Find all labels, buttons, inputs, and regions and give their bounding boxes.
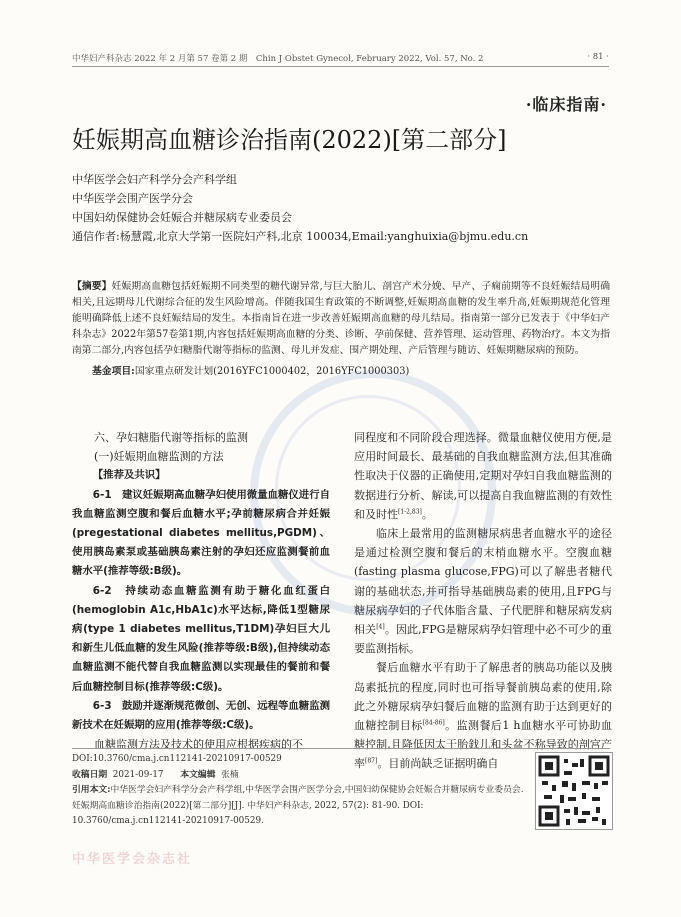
recommendation-heading: 【推荐及共识】 <box>92 469 166 482</box>
citation-ref: [84-86] <box>422 719 445 727</box>
subsection-heading: (一)妊娠期血糖监测的方法 <box>94 450 224 464</box>
fund-line <box>92 363 612 377</box>
citation-ref: [4] <box>376 623 385 631</box>
org-3: 中国妇幼保健协会妊娠合并糖尿病专业委员会 <box>72 211 292 224</box>
citation-line: 引用本文:中华医学会妇产科学分会产科学组,中华医学会围产医学分会,中国妇幼保健协会妊娠合并糖尿病专业委员会. 妊娠期高血糖诊治指南(2022)[第二部分][J]. 中华妇产科杂志, 2022, 57(2): 81-90. DOI: 10.3760/cma.j.cn112141-20210917-00529. <box>72 785 524 826</box>
article-title: 妊娠期高血糖诊治指南(2022)[第二部分] <box>72 126 507 154</box>
body-paragraph-3: 餐后血糖水平有助于了解患者的胰岛功能以及胰岛素抵抗的程度,同时也可指导餐前胰岛素的使用,除此之外糖尿病孕妇餐后血糖的监测有助于达到更好的血糖控制目标[84-86]。监测餐后1 h血糖水平可协助血糖控制,且降低因太于胎鈛儿和头盆不称导致的剖宫产率[87]。目前尚缺乏证据明确自 <box>354 661 612 771</box>
fund-label: 基金项目: <box>92 366 135 377</box>
corresponding-author: 通信作者:杨慧霞,北京大学第一医院妇产科,北京 100034,Email:yanghuixia@bjmu.edu.cn <box>72 230 529 243</box>
received-line: 收稿日期 2021-09-17 本文编辑 张楠 <box>72 769 239 780</box>
recommendation-6-2: 6-2 持续动态血糖监测有助于糖化血红蛋白(hemoglobin A1c,HbA1c)水平达标,降低1型糖尿病(type 1 diabetes mellitus,T1DM)孕妇巨大儿和新生儿低血糖的发生风险(推荐等级:B级),但持续动态血糖监测不能代替自我血糖监测以实现最佳的餐前和餐后血糖控制目标(推荐等级:C级)。 <box>72 584 330 693</box>
abstract-text: 妊娠期高血糖包括妊娠期不同类型的糖代谢异常,与巨大胎儿、剖宫产术分娩、早产、子痫前期等不良妊娠结局明确相关,且远期母儿代谢综合征的发生风险增高。伴随我国生育政策的不断调整,妊娠期高血糖的发生率升高,妊娠期规范化管理能明确降低上述不良妊娠结局的发生。本指南旨在进一步改善妊娠期高血糖的母儿结局。指南第一部分已发表于《中华妇产科杂志》2022年第57卷第1期,内容包括妊娠期高血糖的分类、诊断、孕前保健、营养管理、运动管理、药物治疗。本文为指南第二部分,内容包括孕妇糖脂代谢等指标的监测、母儿并发症、围产期处理、产后管理与随访、妊娠期糖尿病的预防。 <box>72 281 610 356</box>
abstract <box>72 279 610 359</box>
body-paragraph-1: 同程度和不同阶段合理选择。微量血糖仪使用方便,是应用时间最长、最基础的自我血糖监测方法,但其准确性取决于仪器的正确使用,定期对孕妇自我血糖监测的数据进行分析、解读,可以提高自我血糖监测的有效性和及时性[1-2,83]。 <box>354 431 612 521</box>
author-organizations <box>72 170 612 246</box>
body-paragraph-2: 临床上最常用的监测糖尿病患者血糖水平的途径是通过检测空腹和餐后的末梢血糖水平。空腹血糖(fasting plasma glucose,FPG)可以了解患者糖代谢的基础状态,并可指导基础胰岛素的使用,且FPG与糖尿病孕妇的子代体脂含量、子代肥胖和糖尿病发病相关[4]。因此,FPG是糖尿病孕妇管理中必不可少的重要监测指标。 <box>354 527 612 656</box>
footer-info <box>72 752 530 830</box>
publisher-watermark-logo: 中华医学会杂志社 <box>72 852 193 867</box>
section-heading: 六、孕妇糖脂代谢等指标的监测 <box>94 431 248 444</box>
body-paragraph: 血糖监测方法及技术的使用应根据疾病的不 <box>94 738 303 752</box>
recommendation-6-1: 6-1 建议妊娠期高血糖孕妇使用微量血糖仪进行自我血糖监测空腹和餐后血糖水平;孕前糖尿病合并妊娠(pregestational diabetes mellitus,PGDM)、使用胰岛素泵或基础胰岛素注射的孕妇还应监测餐前血糖水平(推荐等级:B级)。 <box>72 488 330 578</box>
section-tag: ·临床指南· <box>525 95 607 114</box>
citation-ref: [1-2,83] <box>398 508 422 516</box>
doi-line: DOI:10.3760/cma.j.cn112141-20210917-00529 <box>72 754 282 764</box>
org-2: 中华医学会围产医学分会 <box>72 192 193 205</box>
right-column <box>354 428 612 774</box>
footer-divider <box>72 748 610 749</box>
citation-ref: [87] <box>365 757 378 765</box>
qr-code-icon <box>535 752 613 830</box>
org-1: 中华医学会妇产科学分会产科学组 <box>72 173 237 186</box>
left-column <box>72 428 330 754</box>
fund-text: 国家重点研发计划(2016YFC1000402，2016YFC1000303) <box>134 366 410 377</box>
running-header <box>72 52 609 67</box>
page-number: · 81 · <box>587 52 609 62</box>
journal-citation: 中华妇产科杂志 2022 年 2 月第 57 卷第 2 期 Chin J Obstet Gynecol, February 2022, Vol. 57, No. 2 <box>72 54 484 64</box>
abstract-label: 【摘要】 <box>72 281 112 292</box>
recommendation-6-3: 6-3 鼓励并逐渐规范微创、无创、远程等血糖监测新技术在妊娠期的应用(推荐等级:C级)。 <box>72 699 330 732</box>
